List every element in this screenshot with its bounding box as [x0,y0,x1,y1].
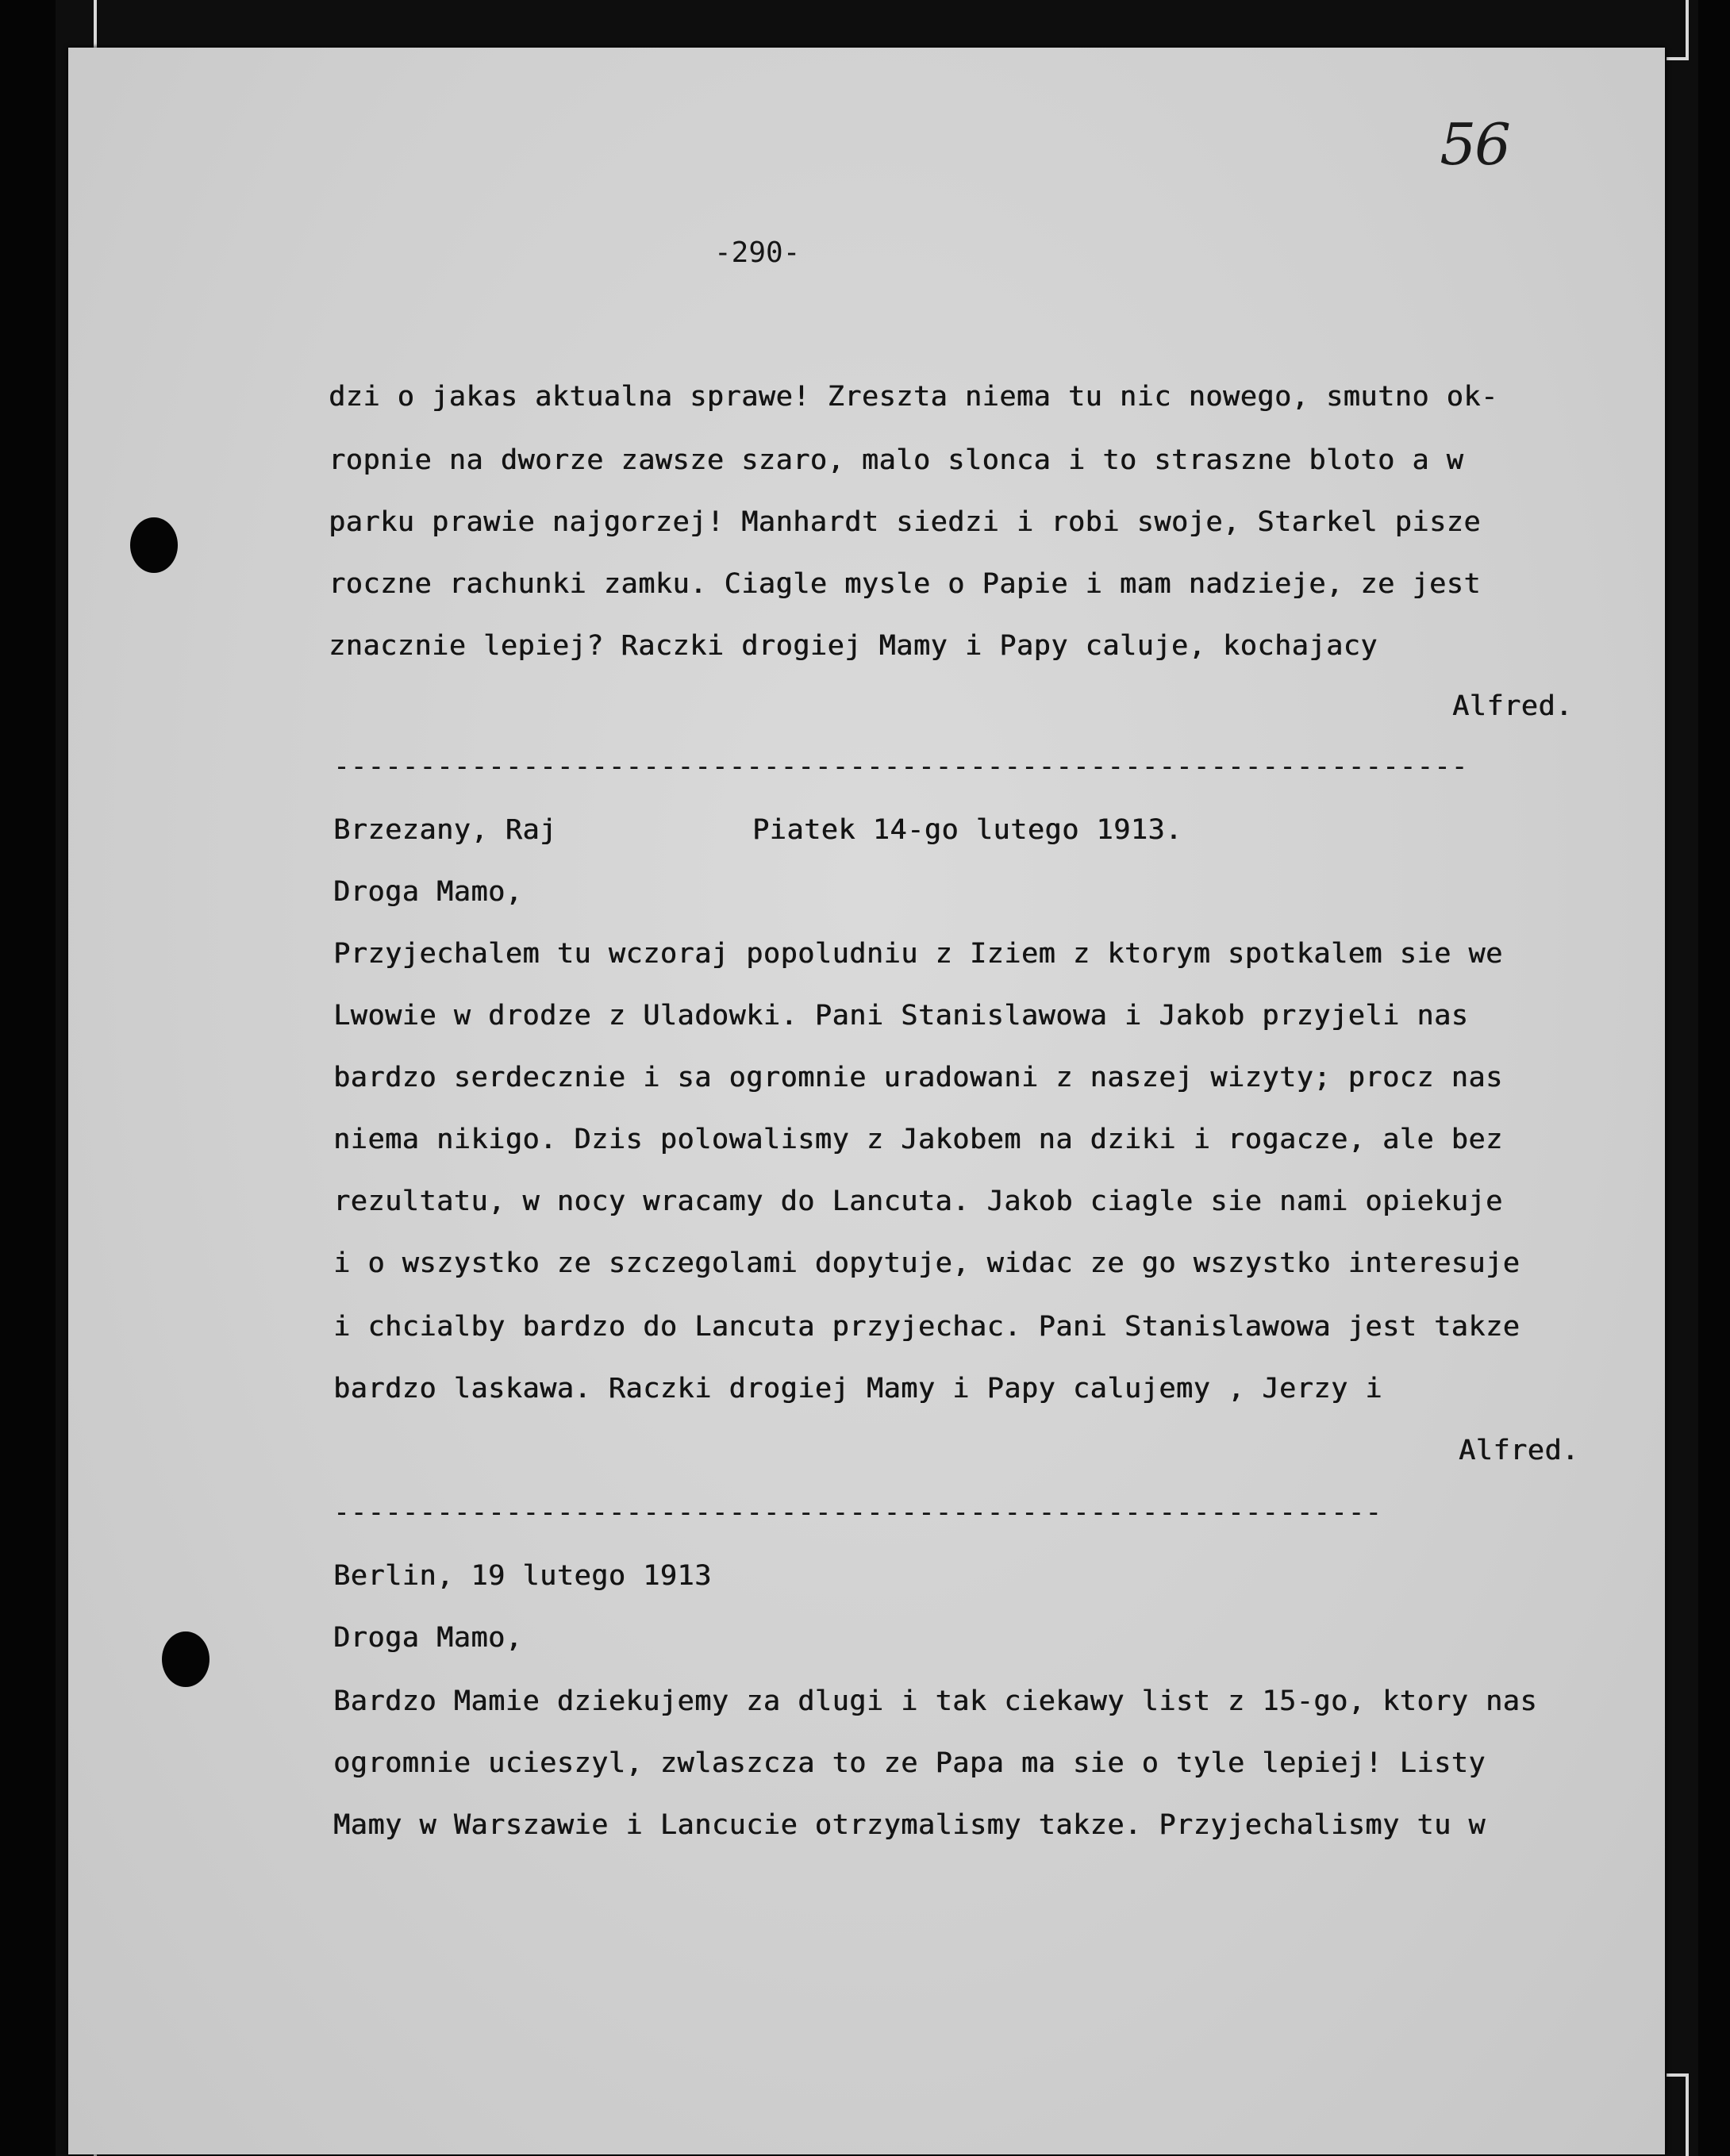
letter-place-date: Berlin, 19 lutego 1913 [333,1560,712,1592]
text-line: znacznie lepiej? Raczki drogiej Mamy i Papy caluje, kochajacy [329,630,1378,662]
page-number: -290- [714,236,801,269]
film-edge-left [0,0,56,2156]
divider: ------------------------------------------------------------- [333,1497,1382,1528]
text-line: Bardzo Mamie dziekujemy za dlugi i tak ciekawy list z 15-go, ktory nas [333,1685,1538,1717]
divider: ------------------------------------------------------------------ [333,751,1469,782]
text-line: ogromnie ucieszyl, zwlaszcza to ze Papa ma sie o tyle lepiej! Listy [333,1747,1486,1779]
archive-number: 56 [1440,111,1509,178]
text-line: bardzo laskawa. Raczki drogiej Mamy i Papy calujemy , Jerzy i [333,1373,1382,1405]
text-line: niema nikigo. Dzis polowalismy z Jakobem na dziki i rogacze, ale bez [333,1124,1503,1155]
text-line: rezultatu, w nocy wracamy do Lancuta. Jakob ciagle sie nami opiekuje [333,1186,1503,1217]
text-line: i chcialby bardzo do Lancuta przyjechac. Pani Stanislawowa jest takze [333,1311,1520,1343]
letter-date: Piatek 14-go lutego 1913. [752,814,1182,846]
punch-hole [162,1631,210,1687]
text-line: Przyjechalem tu wczoraj popoludniu z Iziem z ktorym spotkalem sie we [333,938,1503,970]
corner-mark-bottom-right [1667,2073,1689,2156]
text-line: bardzo serdecznie i sa ogromnie uradowani z naszej wizyty; procz nas [333,1062,1503,1093]
text-line: roczne rachunki zamku. Ciagle mysle o Papie i mam nadzieje, ze jest [329,568,1482,600]
film-edge-right [1698,0,1730,2156]
letter-greeting: Droga Mamo, [333,1622,523,1654]
punch-hole [130,517,178,573]
signature: Alfred. [1452,690,1573,722]
signature: Alfred. [1459,1435,1579,1466]
letter-place: Brzezany, Raj [333,814,557,846]
text-line: parku prawie najgorzej! Manhardt siedzi i robi swoje, Starkel pisze [329,506,1482,538]
document-page [68,48,1665,2154]
text-line: i o wszystko ze szczegolami dopytuje, widac ze go wszystko interesuje [333,1247,1520,1279]
text-line: Lwowie w drodze z Uladowki. Pani Stanislawowa i Jakob przyjeli nas [333,1000,1469,1032]
text-line: dzi o jakas aktualna sprawe! Zreszta niema tu nic nowego, smutno ok- [329,381,1498,413]
text-line: ropnie na dworze zawsze szaro, malo slonca i to straszne bloto a w [329,444,1464,476]
letter-greeting: Droga Mamo, [333,876,523,908]
text-line: Mamy w Warszawie i Lancucie otrzymalismy takze. Przyjechalismy tu w [333,1809,1486,1841]
corner-mark-top-right [1667,0,1689,60]
